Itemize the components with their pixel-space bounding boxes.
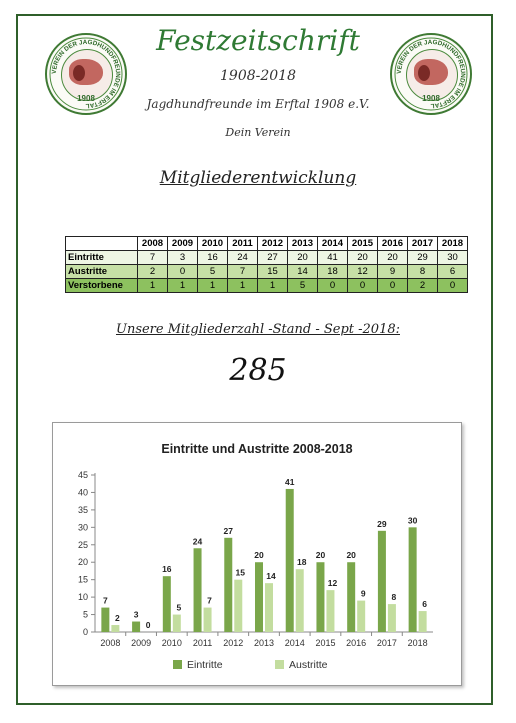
table-cell: 20 xyxy=(378,251,408,265)
dog-ear-icon xyxy=(73,65,85,81)
data-label: 18 xyxy=(296,557,307,568)
data-label: 12 xyxy=(327,578,338,589)
data-label: 20 xyxy=(254,550,264,561)
data-label: 41 xyxy=(284,476,295,487)
row-label: Austritte xyxy=(66,265,138,279)
y-tick-label: 35 xyxy=(77,504,88,515)
table-cell: 0 xyxy=(318,279,348,293)
bar-eintritte xyxy=(286,489,294,632)
legend-swatch xyxy=(173,660,182,669)
x-tick-label: 2017 xyxy=(376,638,397,648)
year-header: 2015 xyxy=(348,237,378,251)
bar-austritte xyxy=(357,601,365,632)
seal-text: VEREIN DER JAGDHUNDFREUNDE IM ERFTAL xyxy=(395,38,467,110)
table-cell: 7 xyxy=(138,251,168,265)
dog-ear-icon xyxy=(418,65,430,81)
table-header-row xyxy=(66,237,468,251)
table-cell: 0 xyxy=(378,279,408,293)
table-cell: 16 xyxy=(198,251,228,265)
row-label: Eintritte xyxy=(66,251,138,265)
table-cell: 14 xyxy=(288,265,318,279)
data-label: 14 xyxy=(266,571,276,582)
bar-austritte xyxy=(419,611,427,632)
club-seal-right xyxy=(390,33,472,115)
table-cell: 24 xyxy=(228,251,258,265)
table-cell: 15 xyxy=(258,265,288,279)
legend-label: Austritte xyxy=(289,659,328,671)
table-cell: 3 xyxy=(168,251,198,265)
table-cell: 20 xyxy=(348,251,378,265)
section-title: Mitgliederentwicklung xyxy=(159,168,357,188)
data-label: 30 xyxy=(407,515,418,526)
tagline: Dein Verein xyxy=(225,126,291,139)
data-label: 7 xyxy=(207,595,212,606)
year-header: 2011 xyxy=(228,237,258,251)
bar-austritte xyxy=(204,608,212,632)
year-header: 2008 xyxy=(138,237,168,251)
x-tick-label: 2018 xyxy=(407,638,428,648)
table-cell: 1 xyxy=(198,279,228,293)
bar-austritte xyxy=(234,580,242,632)
year-header: 2018 xyxy=(438,237,468,251)
table-cell: 20 xyxy=(288,251,318,265)
data-label: 3 xyxy=(133,609,139,620)
table-cell: 1 xyxy=(258,279,288,293)
table-cell: 5 xyxy=(288,279,318,293)
x-tick-label: 2015 xyxy=(315,638,336,648)
x-tick-label: 2008 xyxy=(100,638,121,648)
club-name: Jagdhundfreunde im Erftal 1908 e.V. xyxy=(146,97,370,111)
table-cell: 8 xyxy=(408,265,438,279)
data-label: 16 xyxy=(162,564,172,575)
bar-austritte xyxy=(111,625,119,632)
table-cell: 12 xyxy=(348,265,378,279)
year-header: 2009 xyxy=(168,237,198,251)
chart-title: Eintritte und Austritte 2008-2018 xyxy=(161,442,353,456)
y-tick-label: 30 xyxy=(77,522,88,533)
table-cell: 5 xyxy=(198,265,228,279)
bar-eintritte xyxy=(347,562,355,632)
bar-eintritte xyxy=(163,576,171,632)
data-label: 5 xyxy=(176,602,182,613)
y-tick-label: 20 xyxy=(77,557,88,568)
bar-eintritte xyxy=(194,548,202,632)
year-header: 2016 xyxy=(378,237,408,251)
table-cell: 29 xyxy=(408,251,438,265)
x-tick-label: 2011 xyxy=(192,638,213,648)
bar-austritte xyxy=(388,604,396,632)
y-tick-label: 25 xyxy=(77,539,88,550)
y-tick-label: 45 xyxy=(77,470,88,480)
bar-eintritte xyxy=(378,531,386,632)
data-label: 27 xyxy=(223,525,234,536)
table-cell: 7 xyxy=(228,265,258,279)
data-label: 8 xyxy=(391,592,397,603)
data-label: 20 xyxy=(315,550,326,561)
bar-eintritte xyxy=(316,562,324,632)
year-header: 2017 xyxy=(408,237,438,251)
x-tick-label: 2010 xyxy=(161,638,182,648)
table-cell: 0 xyxy=(168,265,198,279)
y-tick-label: 10 xyxy=(77,592,88,603)
y-tick-label: 40 xyxy=(77,487,88,498)
row-label: Verstorbene xyxy=(66,279,138,293)
x-tick-label: 2009 xyxy=(131,638,152,648)
x-tick-label: 2014 xyxy=(284,638,305,648)
table-cell: 1 xyxy=(138,279,168,293)
table-row-verstorbene xyxy=(66,279,468,293)
legend-label: Eintritte xyxy=(187,659,223,671)
bar-eintritte xyxy=(132,622,140,632)
year-header: 2013 xyxy=(288,237,318,251)
x-tick-label: 2016 xyxy=(346,638,367,648)
year-header: 2012 xyxy=(258,237,288,251)
table-cell: 9 xyxy=(378,265,408,279)
publication-title: Festzeitschrift xyxy=(156,24,360,57)
table-cell: 27 xyxy=(258,251,288,265)
member-count-value: 285 xyxy=(229,353,287,388)
data-label: 29 xyxy=(377,518,387,529)
seal-text: VEREIN DER JAGDHUNDFREUNDE IM ERFTAL xyxy=(50,38,122,110)
bar-austritte xyxy=(265,583,273,632)
table-cell: 41 xyxy=(318,251,348,265)
table-cell: 18 xyxy=(318,265,348,279)
table-row-austritte xyxy=(66,265,468,279)
table-row-eintritte xyxy=(66,251,468,265)
legend-swatch xyxy=(275,660,284,669)
y-tick-label: 5 xyxy=(82,609,88,620)
data-label: 15 xyxy=(235,567,246,578)
bar-eintritte xyxy=(255,562,263,632)
anniversary-years: 1908-2018 xyxy=(220,68,296,84)
table-cell: 2 xyxy=(138,265,168,279)
table-cell: 0 xyxy=(438,279,468,293)
data-label: 24 xyxy=(192,536,203,547)
table-cell: 2 xyxy=(408,279,438,293)
membership-table xyxy=(65,236,468,293)
data-label: 7 xyxy=(102,595,108,606)
data-label: 6 xyxy=(422,599,428,610)
table-cell: 1 xyxy=(168,279,198,293)
bar-austritte xyxy=(173,615,181,632)
bar-austritte xyxy=(296,569,304,632)
data-label: 0 xyxy=(145,620,151,630)
year-header: 2014 xyxy=(318,237,348,251)
seal-year: 1908 xyxy=(422,94,440,103)
year-header: 2010 xyxy=(198,237,228,251)
club-seal-left xyxy=(45,33,127,115)
x-tick-label: 2012 xyxy=(223,638,244,648)
table-cell: 1 xyxy=(228,279,258,293)
data-label: 20 xyxy=(346,550,356,561)
bar-austritte xyxy=(326,590,334,632)
chart-canvas xyxy=(53,423,461,685)
table-cell: 0 xyxy=(348,279,378,293)
y-tick-label: 0 xyxy=(82,627,88,637)
y-tick-label: 15 xyxy=(77,574,88,585)
seal-year: 1908 xyxy=(77,94,95,103)
data-label: 2 xyxy=(114,613,120,624)
table-cell: 30 xyxy=(438,251,468,265)
table-cell: 6 xyxy=(438,265,468,279)
table-corner-cell xyxy=(66,237,138,251)
member-count-label: Unsere Mitgliederzahl -Stand - Sept -2018: xyxy=(115,322,400,337)
data-label: 9 xyxy=(360,588,366,599)
bar-chart xyxy=(52,422,462,686)
bar-eintritte xyxy=(409,527,417,632)
bar-eintritte xyxy=(224,538,232,632)
x-tick-label: 2013 xyxy=(253,638,275,648)
bar-eintritte xyxy=(101,608,109,632)
